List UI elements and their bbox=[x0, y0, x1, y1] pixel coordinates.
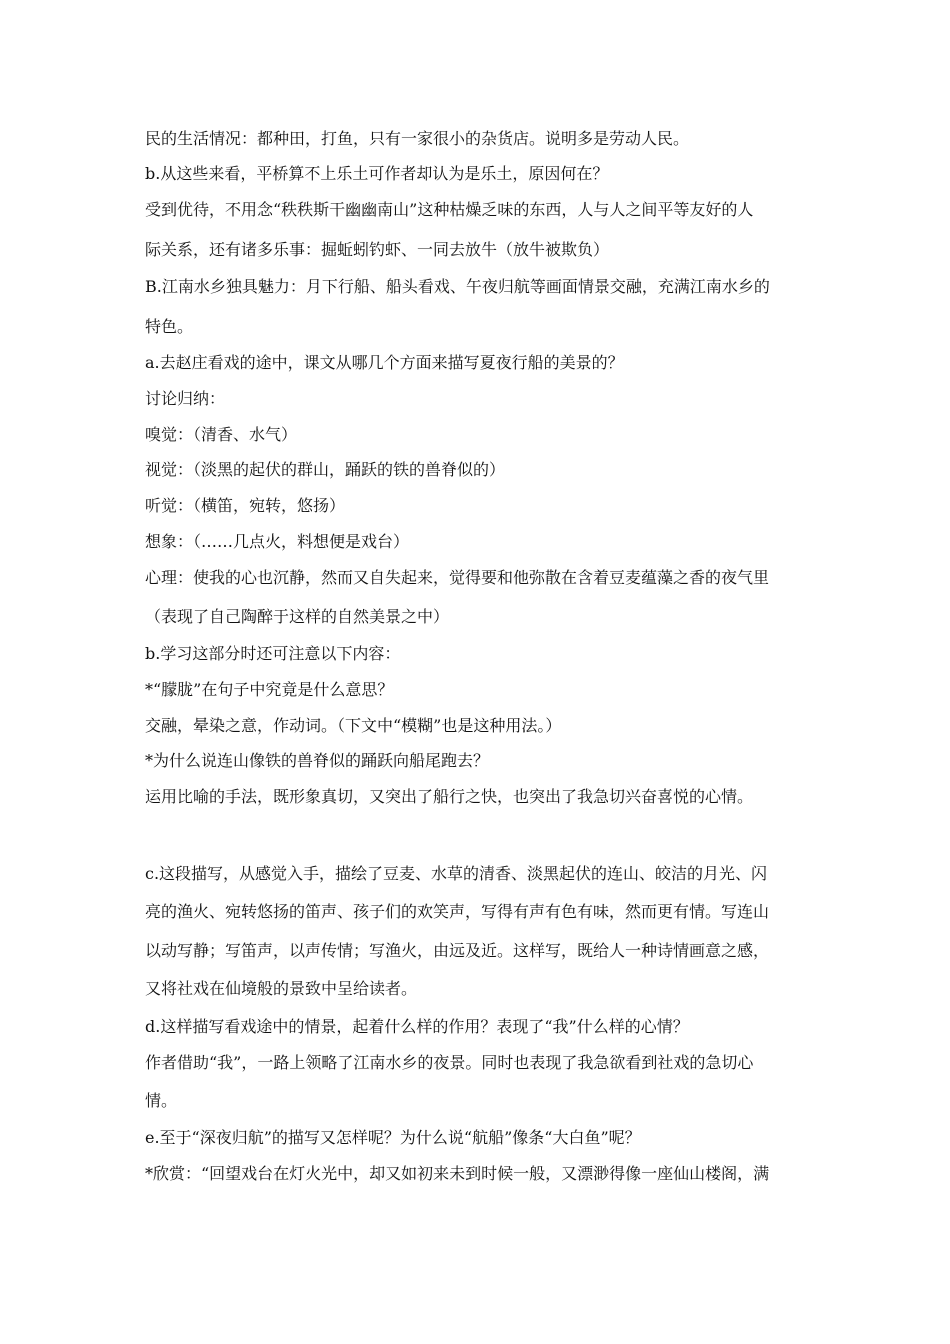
text-line: a.去赵庄看戏的途中，课文从哪几个方面来描写夏夜行船的美景的？ bbox=[145, 353, 624, 372]
text-line: 讨论归纳： bbox=[145, 389, 226, 408]
text-line: d.这样描写看戏途中的情景，起着什么样的作用？表现了“我”什么样的心情？ bbox=[145, 1017, 689, 1036]
text-line: e.至于“深夜归航”的描写又怎样呢？为什么说“航船”像条“大白鱼”呢？ bbox=[145, 1128, 641, 1147]
text-line: 交融，晕染之意，作动词。（下文中“模糊”也是这种用法。） bbox=[145, 716, 562, 735]
text-line: b.从这些来看，平桥算不上乐土可作者却认为是乐土，原因何在？ bbox=[145, 164, 609, 183]
text-line: 作者借助“我”，一路上领略了江南水乡的夜景。同时也表现了我急欲看到社戏的急切心 bbox=[145, 1053, 754, 1072]
text-line: 又将社戏在仙境般的景致中呈给读者。 bbox=[145, 979, 418, 998]
text-line: 听觉：（横笛，宛转，悠扬） bbox=[145, 496, 346, 515]
text-line: B.江南水乡独具魅力：月下行船、船头看戏、午夜归航等画面情景交融，充满江南水乡的 bbox=[145, 277, 770, 296]
text-line: c.这段描写，从感觉入手，描绘了豆麦、水草的清香、淡黑起伏的连山、皎洁的月光、闪 bbox=[145, 864, 768, 883]
text-line: *“朦胧”在句子中究竟是什么意思？ bbox=[145, 680, 394, 699]
text-line: 视觉：（淡黑的起伏的群山，踊跃的铁的兽脊似的） bbox=[145, 460, 506, 479]
text-line: 特色。 bbox=[145, 317, 194, 336]
text-line: （表现了自己陶醉于这样的自然美景之中） bbox=[145, 607, 450, 626]
text-line: 受到优待，不用念“秩秩斯干幽幽南山”这种枯燥乏味的东西，人与人之间平等友好的人 bbox=[145, 200, 754, 219]
text-line: 运用比喻的手法，既形象真切，又突出了船行之快，也突出了我急切兴奋喜悦的心情。 bbox=[145, 787, 754, 806]
text-line: 想象：（……几点火，料想便是戏台） bbox=[145, 532, 410, 551]
text-line: b.学习这部分时还可注意以下内容： bbox=[145, 644, 401, 663]
text-line: 心理：使我的心也沉静，然而又自失起来，觉得要和他弥散在含着豆麦蕴藻之香的夜气里 bbox=[145, 568, 770, 587]
text-line: 际关系，还有诸多乐事：掘蚯蚓钓虾、一同去放牛（放牛被欺负） bbox=[145, 240, 610, 259]
text-line: 亮的渔火、宛转悠扬的笛声、孩子们的欢笑声，写得有声有色有味，然而更有情。写连山 bbox=[145, 902, 770, 921]
text-line: 民的生活情况：都种田，打鱼，只有一家很小的杂货店。说明多是劳动人民。 bbox=[145, 129, 690, 148]
text-line: 以动写静；写笛声，以声传情；写渔火，由远及近。这样写，既给人一种诗情画意之感， bbox=[145, 941, 770, 960]
text-line: 嗅觉：（清香、水气） bbox=[145, 425, 298, 444]
text-line: 情。 bbox=[145, 1091, 178, 1110]
text-line: *欣赏：“回望戏台在灯火光中，却又如初来未到时候一般，又漂渺得像一座仙山楼阁，满 bbox=[145, 1164, 770, 1183]
text-line: *为什么说连山像铁的兽脊似的踊跃向船尾跑去？ bbox=[145, 751, 490, 770]
